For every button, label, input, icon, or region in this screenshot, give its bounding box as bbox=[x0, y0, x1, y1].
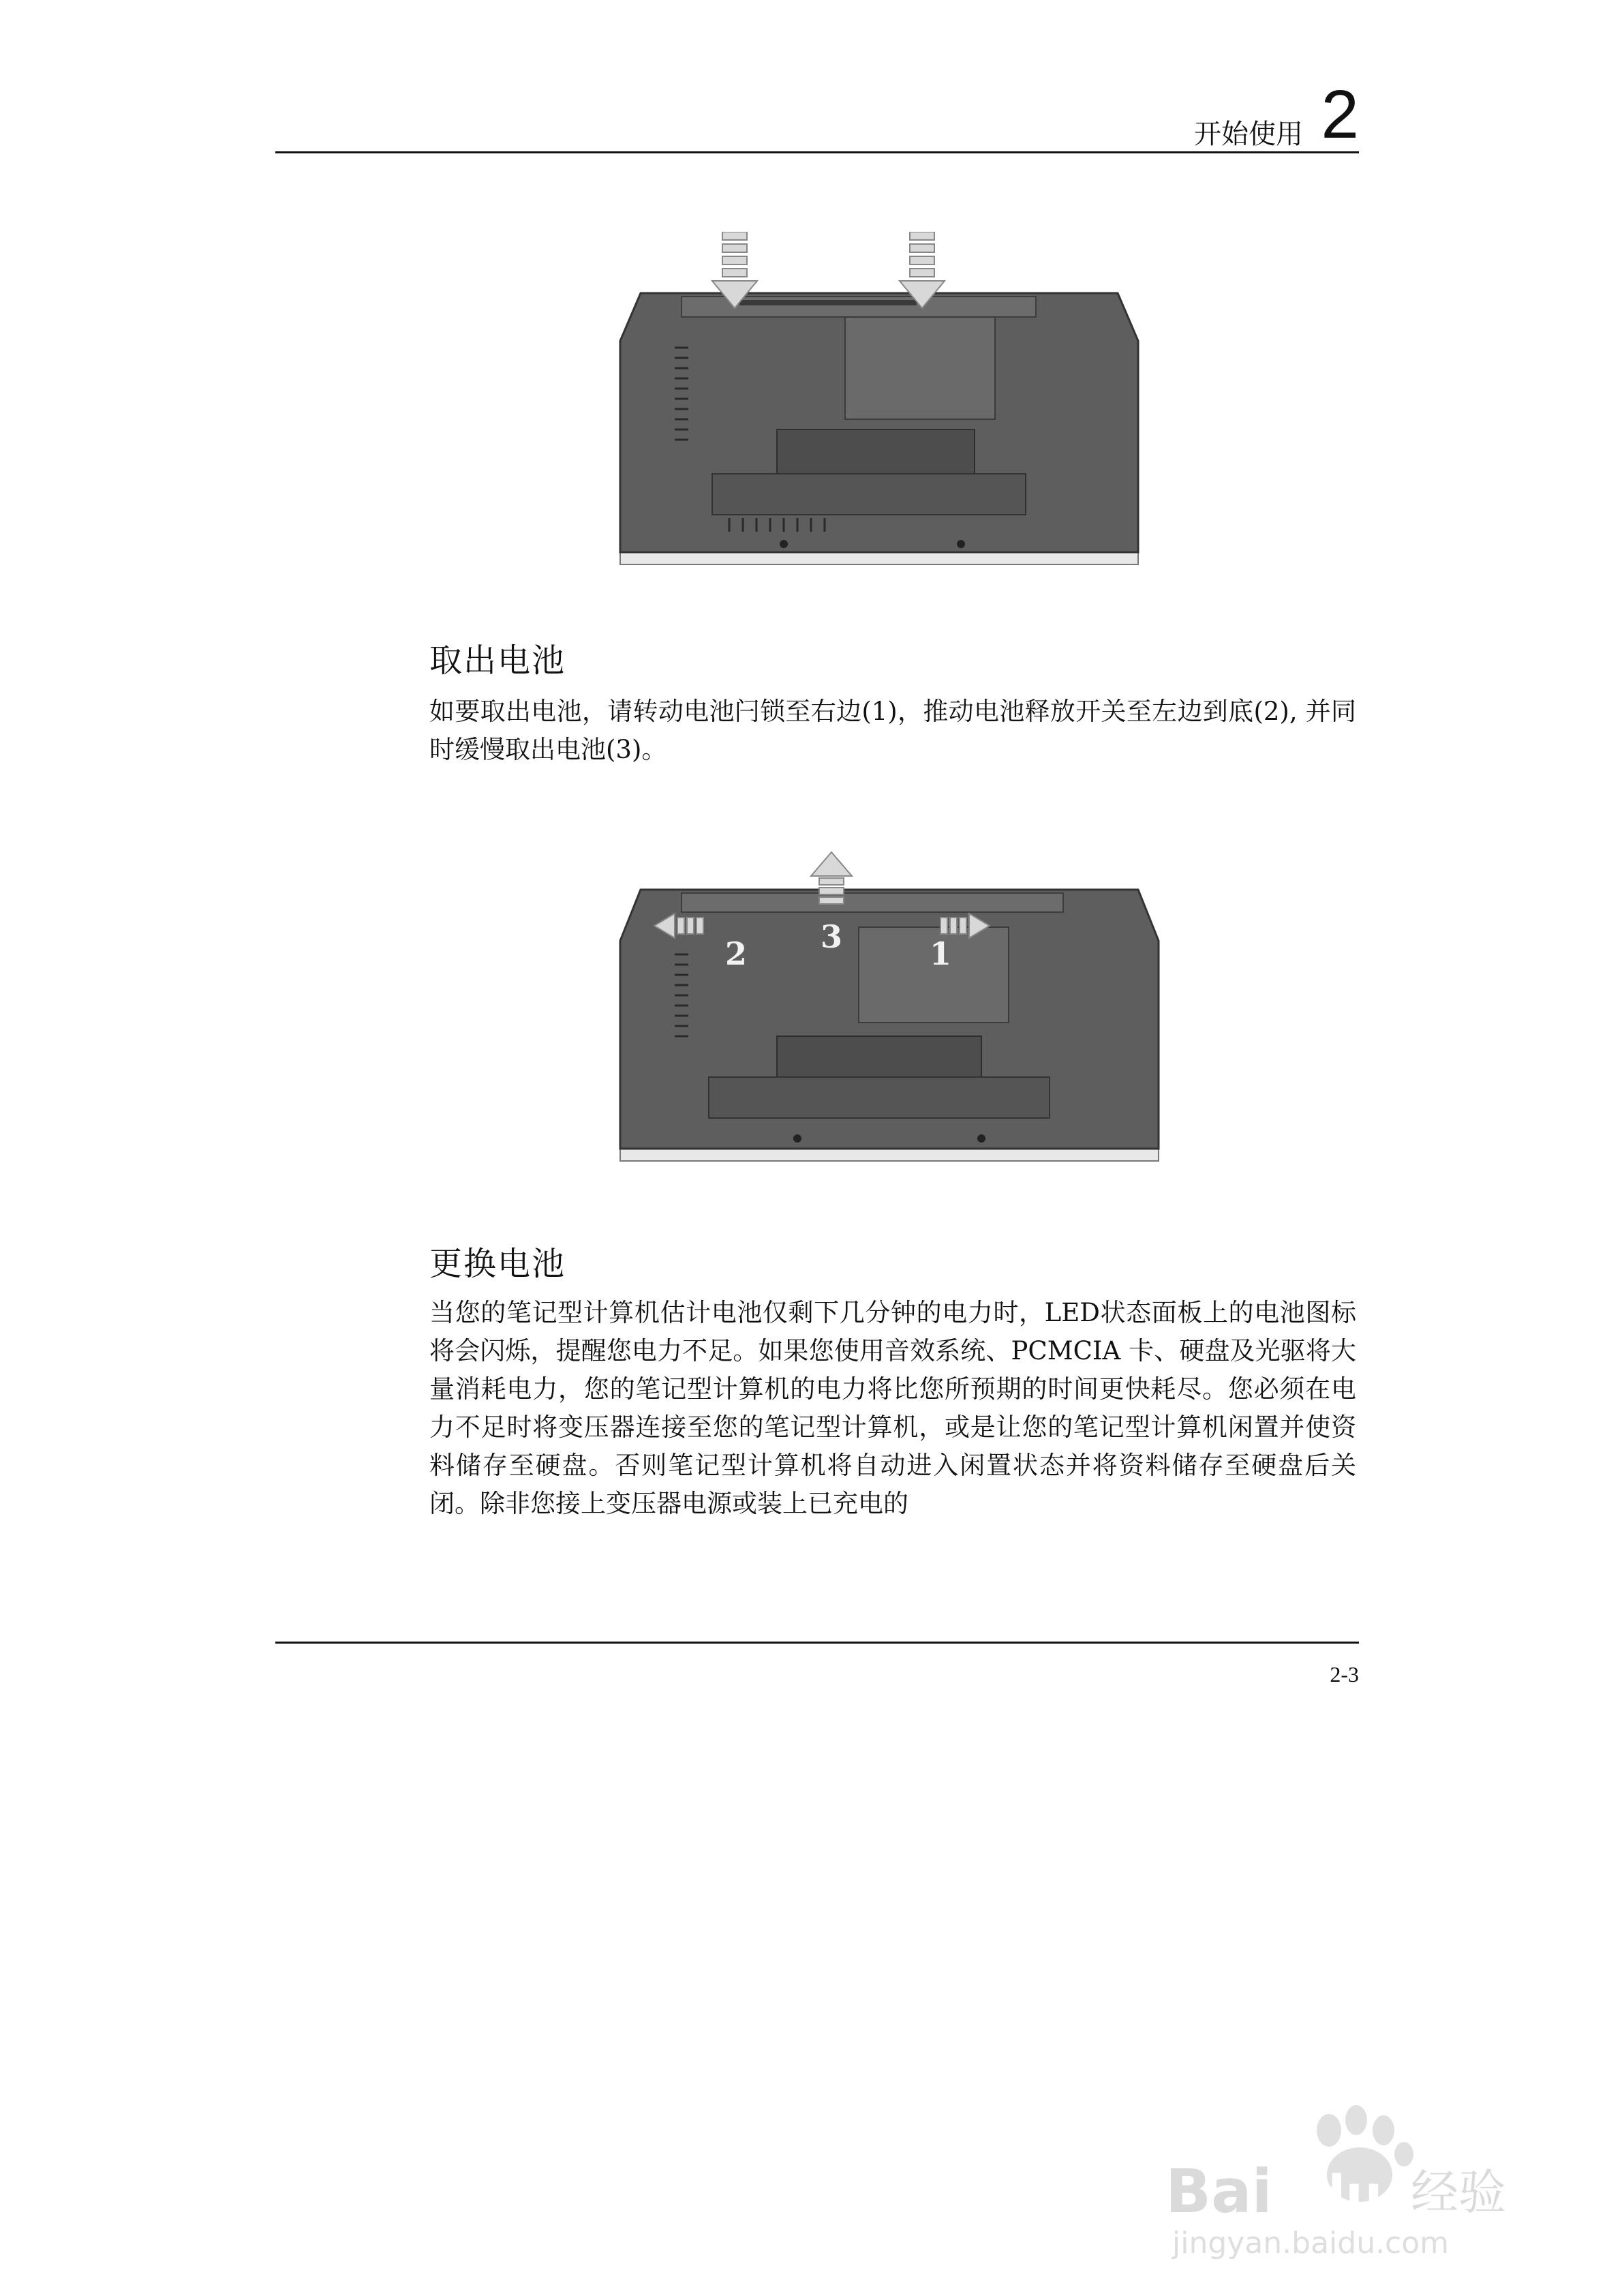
laptop-bottom-figure-2 bbox=[600, 839, 1179, 1179]
laptop-bottom-figure-1 bbox=[600, 232, 1159, 573]
svg-text:Bai: Bai bbox=[1165, 2156, 1272, 2226]
step-label-3: 3 bbox=[820, 918, 843, 955]
chapter-number: 2 bbox=[1321, 76, 1359, 153]
svg-text:du: du bbox=[1309, 2164, 1383, 2224]
page-header bbox=[275, 75, 1359, 157]
replace-battery-paragraph: 当您的笔记型计算机估计电池仅剩下几分钟的电力时，LED状态面板上的电池图标将会闪烁，提醒您电力不足。如果您使用音效系统、PCMCIA 卡、硬盘及光驱将大量消耗电力，您的笔记型计算机的电力将比您所预期的时间更快耗尽。您必须在电力不足时将变压器连接至您的笔记型计算机，或是让您的笔记型计算机闲置并使资料储存至硬盘。否则笔记型计算机将自动进入闲置状态并将资料储存至硬盘后关闭。除非您接上变压器电源或装上已充电的 bbox=[429, 1298, 1356, 1518]
page-number: 2-3 bbox=[1330, 1662, 1359, 1687]
baidu-jingyan-watermark bbox=[1159, 2100, 1540, 2263]
section-heading-remove-battery: 取出电池 bbox=[429, 641, 566, 680]
chapter-title: 开始使用 bbox=[1194, 119, 1303, 150]
remove-battery-paragraph: 如要取出电池，请转动电池闩锁至右边(1)，推动电池释放开关至左边到底(2), 并同时缓慢取出电池(3)。 bbox=[429, 697, 1356, 764]
svg-text:jingyan.baidu.com: jingyan.baidu.com bbox=[1172, 2226, 1450, 2261]
step-label-1: 1 bbox=[929, 935, 952, 972]
section-heading-replace-battery: 更换电池 bbox=[429, 1245, 566, 1283]
header-rule bbox=[275, 151, 1359, 153]
footer-rule bbox=[275, 1642, 1359, 1644]
step-label-2: 2 bbox=[724, 935, 748, 972]
svg-text:经验: 经验 bbox=[1411, 2164, 1506, 2220]
